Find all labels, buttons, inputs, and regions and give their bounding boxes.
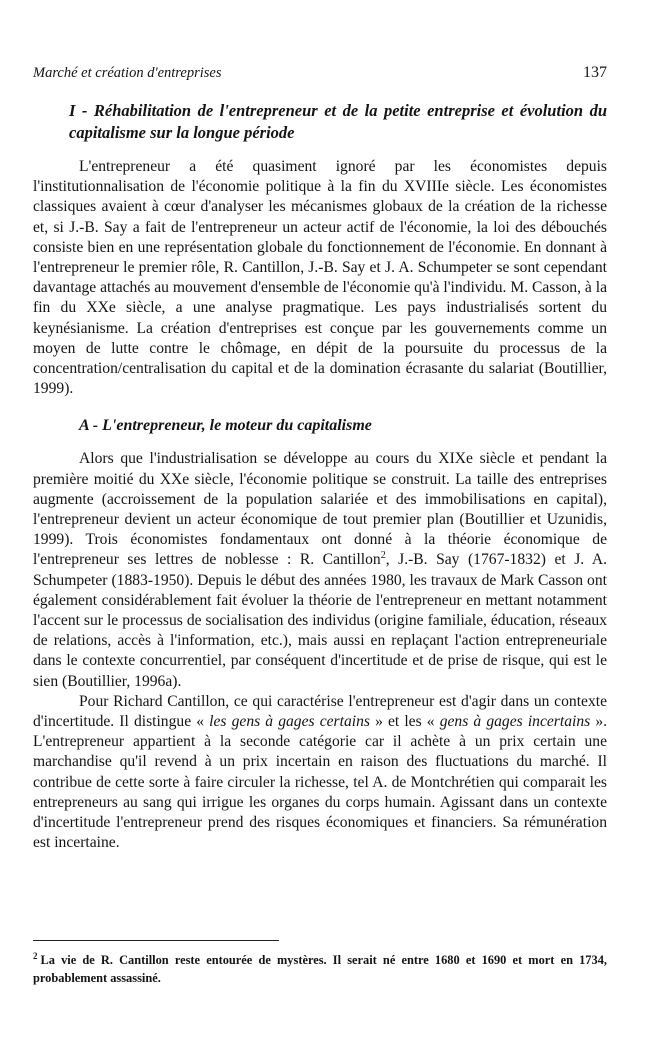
footnote-text: La vie de R. Cantillon reste entourée de mystères. Il serait né entre 1680 et 1690 et mort en 1734, probablement assassiné. <box>33 953 607 985</box>
page-body <box>33 100 607 854</box>
paragraph-text: Alors que l'industrialisation se développe au cours du XIXe siècle et pendant la première moitié du XXe siècle, l'économie politique se construit. La taille des entreprises augmente (accroissement de la population salariée et des immobilisations en capital), l'entrepreneur devient un acteur économique de tout premier plan (Boutillier et Uzunidis, 1999). Trois économistes fondamentaux ont donné à la théorie économique de l'entrepreneur ses lettres de noblesse : R. Cantillon <box>33 450 607 569</box>
footnote-divider <box>33 940 279 941</box>
paragraph-industrialisation <box>33 449 607 691</box>
paragraph-text: ». L'entrepreneur appartient à la seconde catégorie car il achète à un prix certain une marchandise qu'il revend à un prix incertain en raison des fluctuations du marché. Il contribue de cette sorte à faire circuler la richesse, tel A. de Montchrétien qui comparait les entrepreneurs au sang qui irrigue les organes du corps humain. Agissant dans un contexte d'incertitude l'entrepreneur prend des risques économiques et financiers. Sa rémunération est incertaine. <box>33 713 608 852</box>
paragraph-text: Pour Richard Cantillon, ce qui caractérise l'entrepreneur est d'agir dans un contexte d'incertitude. Il distingue « <box>33 692 607 731</box>
quote-certain-wages: les gens à gages certains <box>209 713 370 731</box>
section-heading: I - Réhabilitation de l'entrepreneur et de la petite entreprise et évolution du capitalisme sur la longue période <box>69 101 607 142</box>
quote-uncertain-wages: gens à gages incertains <box>439 713 591 731</box>
running-header <box>33 64 607 82</box>
subsection-heading: A - L'entrepreneur, le moteur du capitalisme <box>79 417 372 435</box>
footnote <box>33 951 607 987</box>
paragraph-intro: L'entrepreneur a été quasiment ignoré par les économistes depuis l'institutionnalisation de l'économie politique à la fin du XVIIIe siècle. Les économistes classiques avaient à cœur d'analyser les mécanismes globaux de la création de la richesse et, si J.-B. Say a fait de l'entrepreneur un acteur actif de l'économie, la loi des débouchés consiste bien en une représentation globale du fonctionnement de l'économie. En donnant à l'entrepreneur le premier rôle, R. Cantillon, J.-B. Say et J. A. Schumpeter se sont cependant davantage attachés au mouvement d'ensemble de l'économie qu'à l'individu. M. Casson, à la fin du XXe siècle, a une analyse pragmatique. Les pays industrialisés sortent du keynésianisme. La création d'entreprises est conçue par les gouvernements comme un moyen de lutte contre le chômage, en dépit de la poursuite du processus de la concentration/centralisation du capital et de la domination écrasante du salariat (Boutillier, 1999). <box>33 158 607 398</box>
footnote-reference[interactable]: 2 <box>380 550 386 562</box>
paragraph-text: , J.-B. Say (1767-1832) et J. A. Schumpeter (1883-1950). Depuis le début des années 1980, les travaux de Mark Casson ont également considérablement fait évoluer la théorie de l'entrepreneur en mettant notamment l'accent sur le processus de socialisation des individus (origine familiale, éducation, réseaux de relations, accès à l'information, etc.), mais aussi en replaçant l'action entrepreneuriale dans le contexte concurrentiel, par conséquent d'incertitude et de prise de risque, qui est le sien (Boutillier, 1996a). <box>33 551 607 690</box>
footnote-mark: 2 <box>33 950 38 961</box>
running-title: Marché et création d'entreprises <box>33 65 222 81</box>
paragraph-text: » et les « <box>369 713 440 731</box>
page-number: 137 <box>583 64 607 81</box>
paragraph-cantillon <box>33 692 607 854</box>
